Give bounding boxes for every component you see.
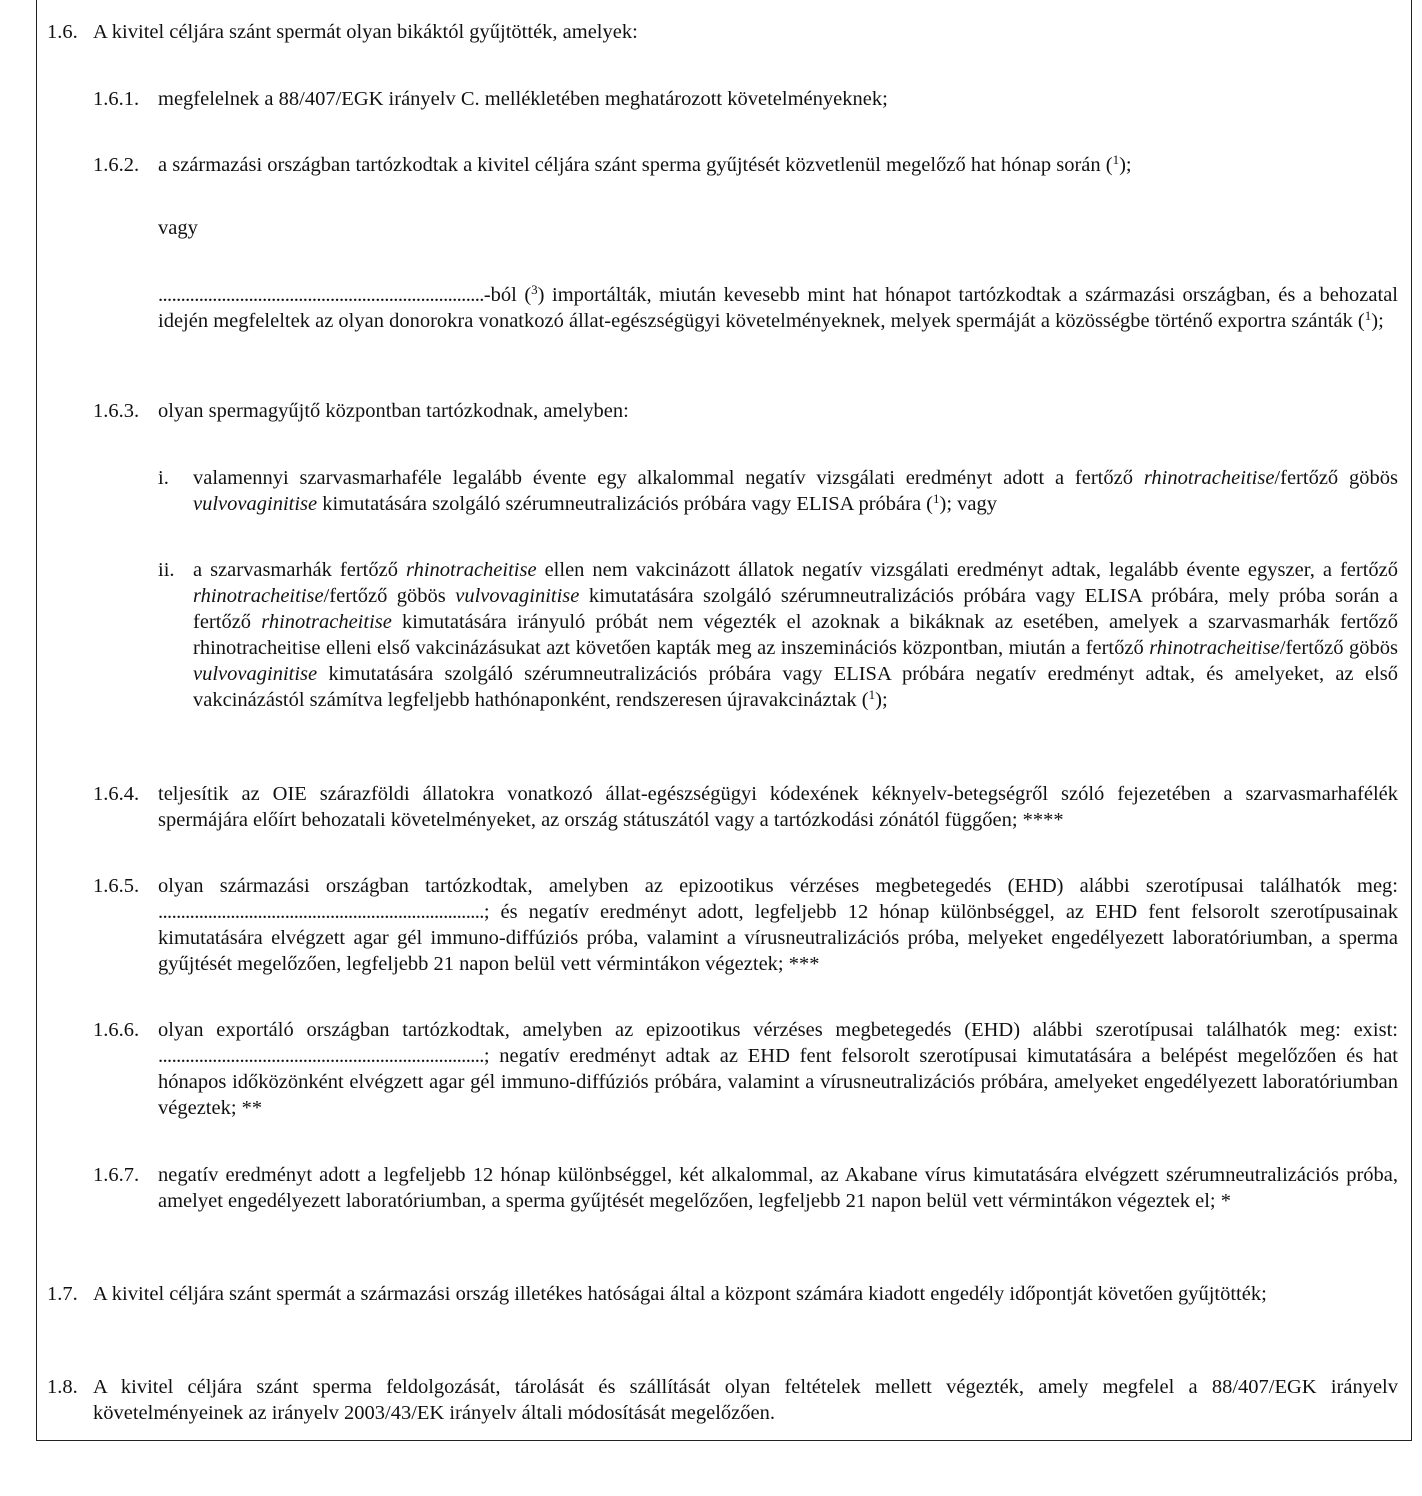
item-number: ii. [158, 559, 175, 581]
item-number: 1.7. [47, 1283, 78, 1305]
item-text: megfelelnek a 88/407/EGK irányelv C. mellékletében meghatározott követelményeknek; [158, 88, 888, 110]
item-number: 1.6.5. [93, 875, 140, 897]
item-number: i. [158, 467, 169, 489]
item-number: 1.6.2. [93, 154, 140, 176]
item-number: 1.6.3. [93, 400, 140, 422]
footnote-ref: 1 [1112, 152, 1120, 167]
item-text: olyan exportáló országban tartózkodtak, amelyben az epizootikus vérzéses megbetegedés (EHD) alábbi szerotípusai találhatók meg: exist: ........................................................................; negatív eredményt adtak az EHD fent felsorolt szerotípusai kimutatására a belépést megelőzően és hat hónapos időközönként elvégzett agar gél immuno-diffúziós próbára, valamint a vírusneutralizációs próbára, amelyeket engedélyezett laboratóriumban végeztek; ** [158, 1019, 1398, 1119]
item-number: 1.6.1. [93, 88, 140, 110]
blank-field: ........................................................................ [158, 901, 484, 923]
footnote-ref: 1 [1364, 308, 1372, 323]
item-number: 1.6.4. [93, 783, 140, 805]
item-text: a származási országban tartózkodtak a kivitel céljára szánt sperma gyűjtését közvetlenül megelőző hat hónap során ($^1$); [158, 152, 1132, 176]
footnote-ref: 1 [868, 687, 876, 702]
item-text: olyan spermagyűjtő központban tartózkodnak, amelyben: [158, 400, 629, 422]
item-text: A kivitel céljára szánt spermát olyan bikáktól gyűjtötték, amelyek: [93, 21, 638, 43]
footnote-ref: 3 [531, 282, 538, 297]
item-number: 1.8. [47, 1376, 78, 1398]
item-text: negatív eredményt adott a legfeljebb 12 hónap különbséggel, két alkalommal, az Akabane vírus kimutatására elvégzett szérumneutralizációs próba, amelyet engedélyezett laboratóriumban, a sperma gyűjtését megelőzően, legfeljebb 21 napon belül vett vérmintákon végeztek el; * [158, 1164, 1398, 1212]
blank-field: ........................................................................ [158, 284, 484, 306]
item-text: a szarvasmarhák fertőző rhinotracheitise ellen nem vakcinázott állatok negatív vizsgálati eredményt adtak, legalább évente egyszer, a fertőző rhinotracheitise/fertőző göbös vulvovaginitise kimutatására szolgáló szérumneutralizációs próbára vagy ELISA próbára, mely próba során a fertőző rhinotracheitise kimutatására irányuló próbát nem végezték el azoknak a bikáknak az esetében, amelyek a szarvasmarhák fertőző rhinotracheitise elleni első vakcinázásukat azt követően kapták meg az inszeminációs központban, miután a fertőző rhinotracheitise/fertőző göbös vulvovaginitise kimutatására szolgáló szérumneutralizációs próbára vagy ELISA próbára negatív eredményt adtak, és amelyeket, az első vakcinázástól számítva legfeljebb hathónaponként, rendszeresen újravakcináztak ($^1$); [193, 559, 1399, 711]
item-number: 1.6.7. [93, 1164, 140, 1186]
blank-field: ........................................................................ [158, 1045, 484, 1067]
footnote-ref: 1 [933, 491, 940, 506]
item-number: 1.6.6. [93, 1019, 140, 1041]
item-text: valamennyi szarvasmarhaféle legalább évente egy alkalommal negatív vizsgálati eredményt adott a fertőző rhinotracheitise/fertőző göbös vulvovaginitise kimutatására szolgáló szérumneutralizációs próbára vagy ELISA próbára ($^1$); vagy [193, 467, 1398, 515]
item-text: A kivitel céljára szánt spermát a származási ország illetékes hatóságai által a központ számára kiadott engedély időpontját követően gyűjtötték; [93, 1283, 1267, 1305]
item-number: 1.6. [47, 21, 78, 43]
item-text: olyan származási országban tartózkodtak, amelyben az epizootikus vérzéses megbetegedés (EHD) alábbi szerotípusai találhatók meg: ........................................................................; és negatív eredményt adott, legfeljebb 12 hónap különbséggel, az EHD fent felsorolt szerotípusainak kimutatására elvégzett agar gél immuno-diffúziós próba, valamint a vírusneutralizációs próba, melyeket engedélyezett laboratóriumban, a sperma gyűjtését megelőzően, legfeljebb 21 napon belül vett vérmintákon végeztek; *** [158, 875, 1398, 975]
item-text: A kivitel céljára szánt sperma feldolgozását, tárolását és szállítását olyan feltételek mellett végezték, amely megfelel a 88/407/EGK irányelv követelményeinek az irányelv 2003/43/EK irányelv általi módosítását megelőzően. [93, 1376, 1398, 1424]
item-text: teljesítik az OIE szárazföldi állatokra vonatkozó állat-egészségügyi kódexének kéknyelv-betegségről szóló fejezetében a szarvasmarhafélék spermájára előírt behozatali követelményeket, az ország státuszától vagy a tartózkodási zónától függően; **** [158, 783, 1398, 831]
